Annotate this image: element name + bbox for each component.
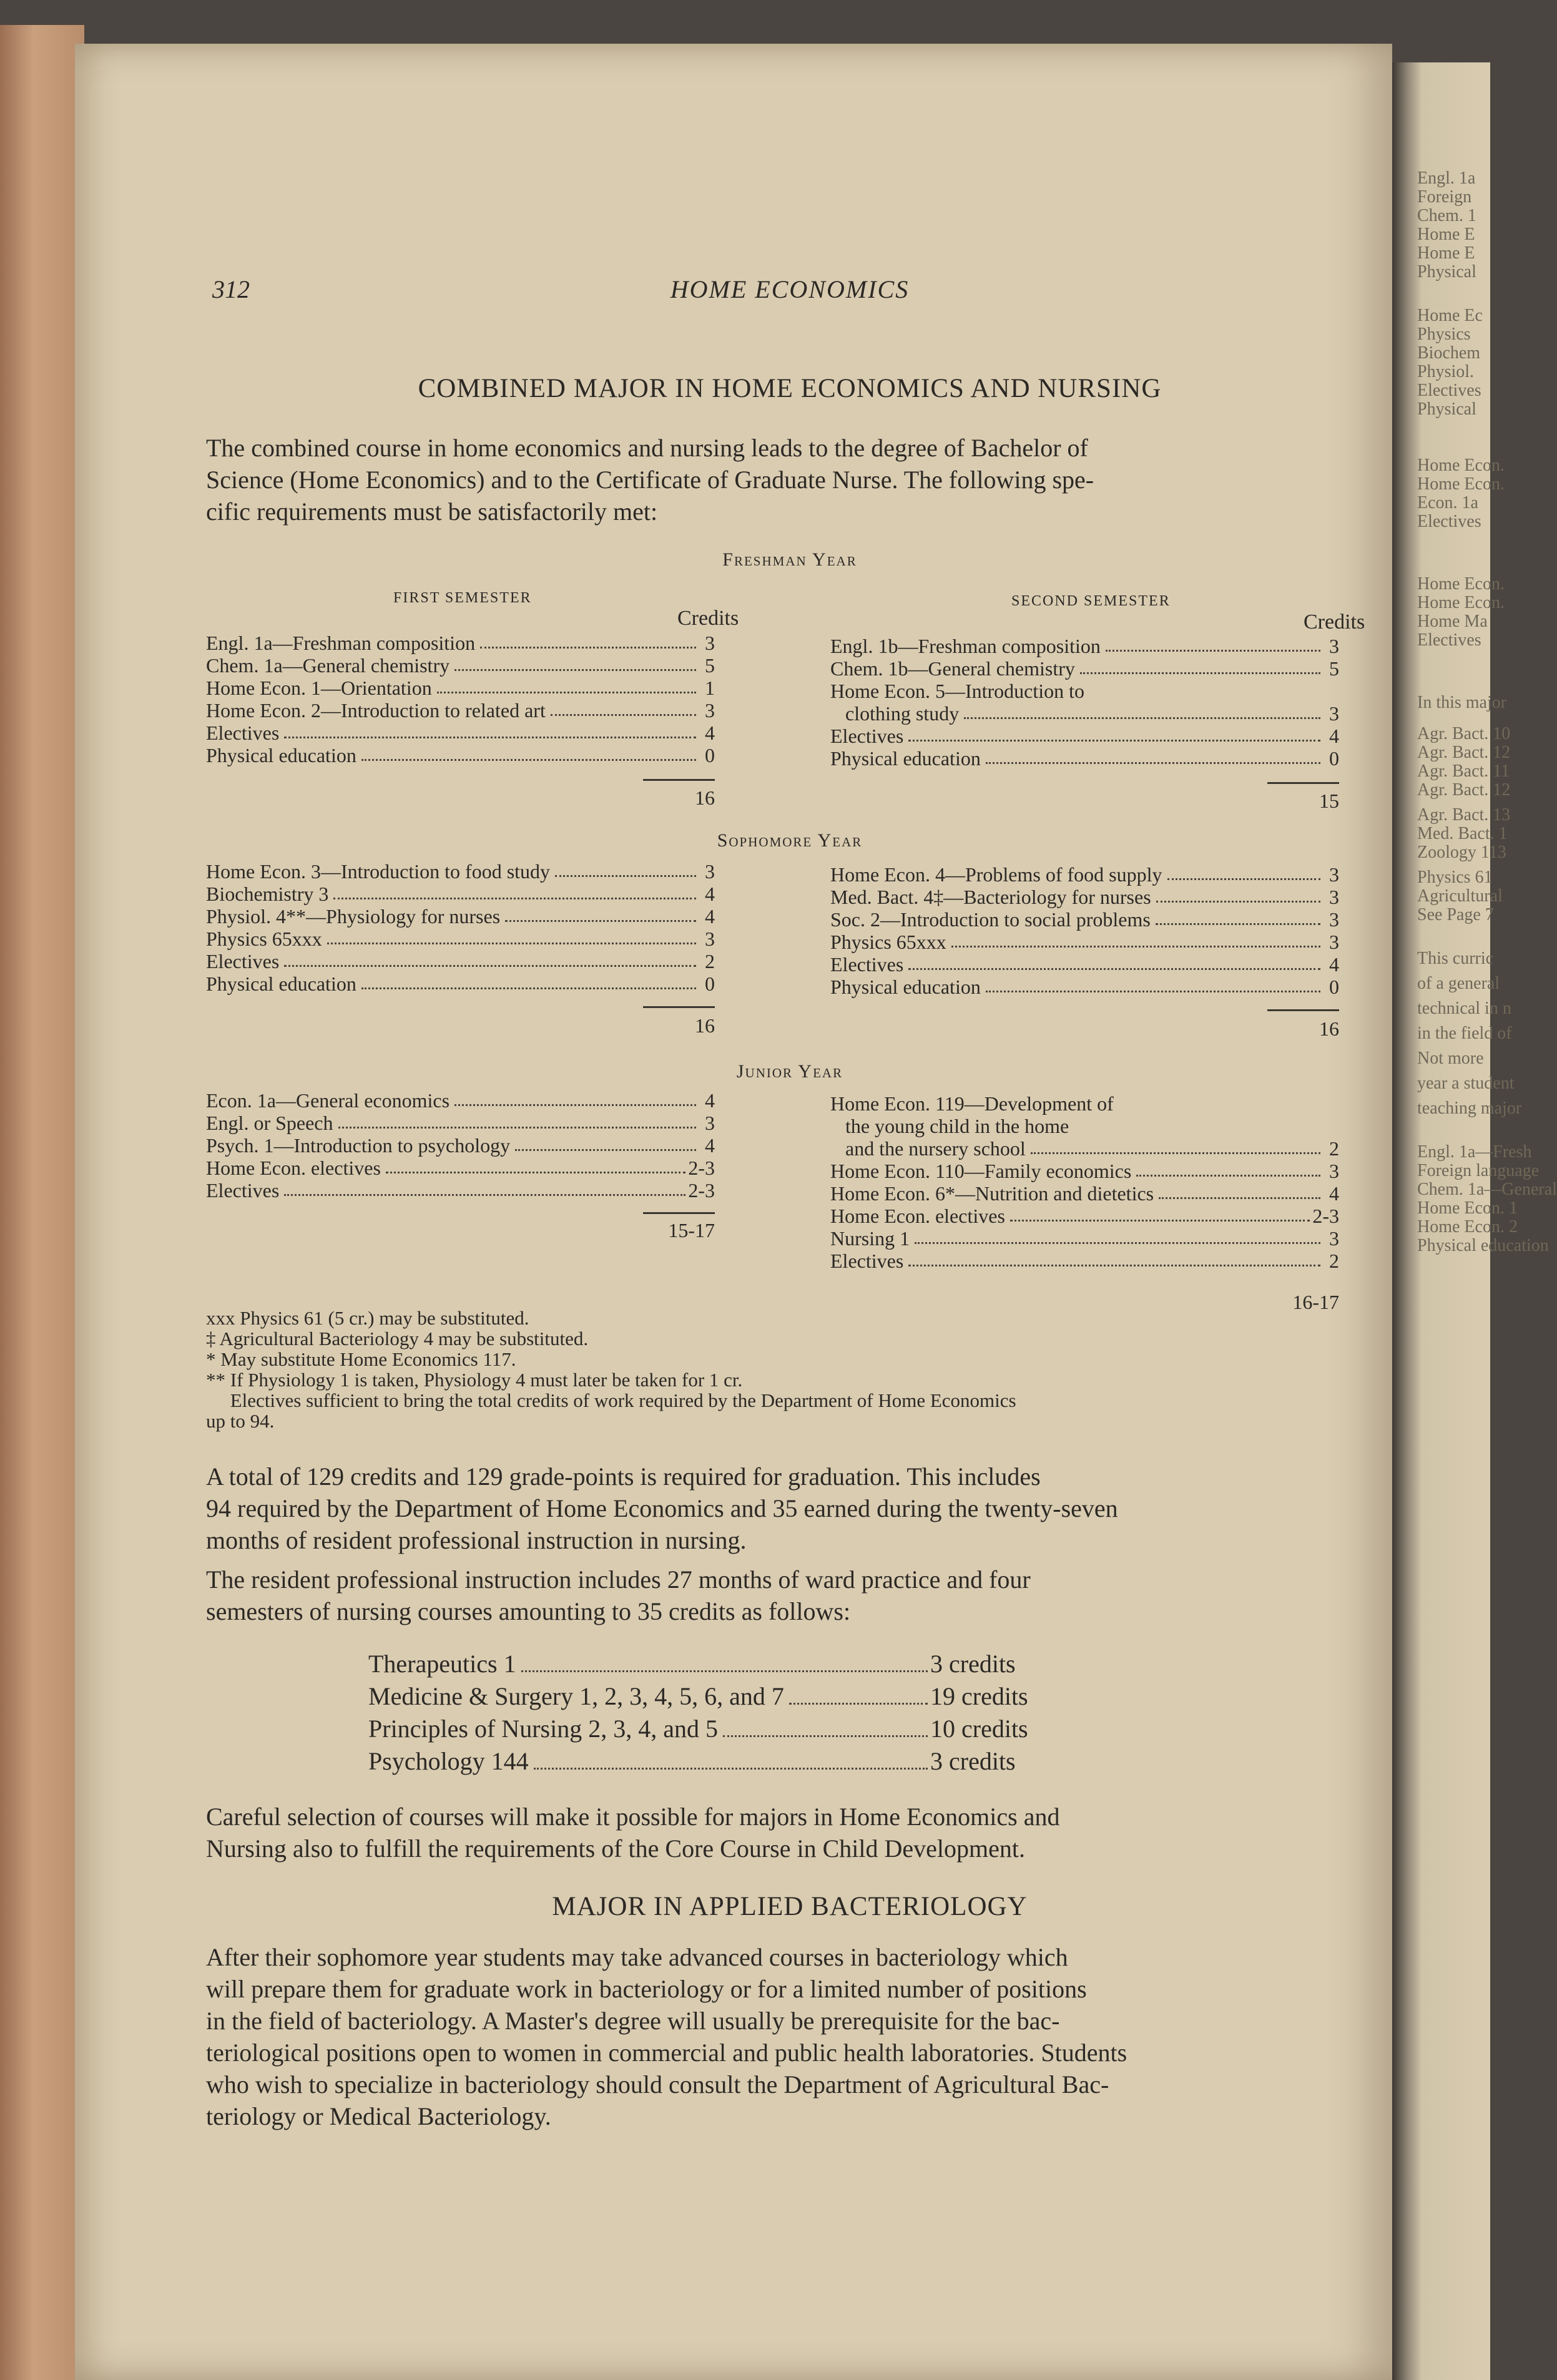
dot-leader xyxy=(361,744,696,761)
dot-leader xyxy=(1119,1092,1320,1109)
course-row xyxy=(368,1713,1049,1745)
dot-leader xyxy=(284,950,696,967)
junior-first-total: 15-17 xyxy=(668,1219,715,1241)
course-row xyxy=(206,1157,715,1179)
freshman-second-semester-list xyxy=(830,635,1339,770)
facing-page-fragment: Home Ma xyxy=(1417,612,1488,631)
course-name: Home Econ. 3—Introduction to food study xyxy=(206,860,551,883)
section-title-nursing: COMBINED MAJOR IN HOME ECONOMICS AND NURSING xyxy=(418,374,1162,403)
course-name: Home Econ. 5—Introduction to xyxy=(830,680,1085,702)
course-credits: 3 xyxy=(1329,1227,1339,1250)
dot-leader xyxy=(333,883,696,899)
course-credits: 2 xyxy=(1329,1250,1339,1272)
course-row xyxy=(830,657,1339,680)
course-name: Engl. or Speech xyxy=(206,1112,333,1134)
course-credits: 1 xyxy=(705,677,715,699)
course-name: Electives xyxy=(830,1250,904,1272)
course-name: Electives xyxy=(206,1179,280,1202)
instruction-paragraph: The resident professional instruction includes 27 months of ward practice and four semesters of nursing courses amounting to 35 credits as follows: xyxy=(206,1565,1031,1625)
book-spine-edge xyxy=(0,25,84,2380)
facing-page-fragment: Econ. 1a xyxy=(1417,493,1478,512)
course-name: Electives xyxy=(830,953,904,976)
course-row xyxy=(206,1112,715,1134)
course-credits: 3 xyxy=(1329,886,1339,908)
junior-year-heading: Junior Year xyxy=(736,1061,843,1082)
facing-page-fragment: Electives xyxy=(1417,381,1481,400)
facing-page-fragment: Agr. Bact. 10 xyxy=(1417,724,1511,743)
facing-page-fragment: Med. Bact. 1 xyxy=(1417,824,1508,843)
course-credits xyxy=(1323,1092,1339,1115)
dot-leader xyxy=(505,905,696,922)
course-credits: 3 xyxy=(1329,931,1339,953)
course-credits: 0 xyxy=(705,744,715,766)
course-name: Home Econ. 6*—Nutrition and dietetics xyxy=(830,1182,1154,1205)
course-row xyxy=(368,1680,1049,1713)
course-name: Chem. 1a—General chemistry xyxy=(206,654,450,677)
course-name: Biochemistry 3 xyxy=(206,883,329,905)
facing-page-fragment: Foreign language xyxy=(1417,1161,1540,1180)
course-name: Home Econ. 2—Introduction to related art xyxy=(206,699,546,722)
dot-leader xyxy=(1156,886,1320,903)
course-row xyxy=(830,886,1339,908)
course-credits: 10 credits xyxy=(930,1715,1028,1743)
course-credits: 3 xyxy=(1329,908,1339,931)
course-row xyxy=(830,1250,1339,1272)
core-course-paragraph: Careful selection of courses will make it possible for majors in Home Economics and Nursing also to fulfill the requirements of the Core Course in Child Development. xyxy=(206,1803,1060,1863)
course-credits: 4 xyxy=(705,1089,715,1112)
course-row xyxy=(206,677,715,699)
dot-leader xyxy=(515,1134,696,1151)
facing-page-fragment: Physics xyxy=(1417,325,1471,344)
course-row xyxy=(206,1089,715,1112)
course-credits: 2 xyxy=(1329,1137,1339,1160)
course-row xyxy=(830,1137,1339,1160)
course-row xyxy=(830,976,1339,998)
dot-leader xyxy=(1080,657,1320,674)
course-credits: 3 xyxy=(1329,1160,1339,1182)
facing-page-fragment: Physical xyxy=(1417,262,1476,282)
course-row xyxy=(206,699,715,722)
dot-leader xyxy=(789,1680,928,1705)
course-row xyxy=(206,928,715,950)
dot-leader xyxy=(480,632,696,649)
dot-leader xyxy=(361,972,696,989)
dot-leader xyxy=(521,1648,928,1672)
course-row xyxy=(830,1115,1339,1137)
course-credits: 2 xyxy=(705,950,715,972)
course-name: Electives xyxy=(830,725,904,747)
facing-page-fragment: Agricultural xyxy=(1417,886,1503,906)
freshman-year-heading: Freshman Year xyxy=(722,549,857,570)
course-credits: 5 xyxy=(1329,657,1339,680)
dot-leader xyxy=(915,1227,1320,1244)
course-credits: 2-3 xyxy=(688,1157,715,1179)
facing-page-fragment: Engl. 1a xyxy=(1417,169,1476,188)
dot-leader xyxy=(284,722,696,738)
course-row xyxy=(830,1227,1339,1250)
course-name: Psych. 1—Introduction to psychology xyxy=(206,1134,511,1157)
facing-page-fragment: technical in n xyxy=(1417,999,1511,1018)
course-name: Engl. 1b—Freshman composition xyxy=(830,635,1101,657)
course-row xyxy=(206,883,715,905)
facing-page-fragment: Agr. Bact. 13 xyxy=(1417,805,1511,825)
sophomore-first-total: 16 xyxy=(695,1014,715,1037)
sophomore-second-rule xyxy=(1267,1009,1339,1011)
dot-leader xyxy=(1156,908,1320,925)
dot-leader xyxy=(908,1250,1320,1266)
course-row xyxy=(830,1205,1339,1227)
footnote: ‡ Agricultural Bacteriology 4 may be substituted. xyxy=(206,1328,589,1349)
facing-page-fragment: Home E xyxy=(1417,243,1475,263)
junior-first-rule xyxy=(643,1212,715,1214)
dot-leader xyxy=(1074,1115,1320,1132)
bacteriology-paragraph: After their sophomore year students may take advanced courses in bacteriology which will prepare them for graduate work in bacteriology or for a limited number of positions in the field of bacteriology. A Master's degree will usually be prerequisite for the bac- teriological positions open to women in commercial and public health laboratories. Students who wish to specialize in bacteriology should consult the Department of Agricultural Bac- teriology or Medical Bacteriology. xyxy=(206,1943,1127,2130)
course-row xyxy=(206,972,715,995)
course-name: Physics 65xxx xyxy=(830,931,946,953)
junior-first-semester-list xyxy=(206,1089,715,1202)
course-row xyxy=(830,953,1339,976)
facing-page-fragment: Physical xyxy=(1417,399,1476,419)
course-row xyxy=(830,1160,1339,1182)
dot-leader xyxy=(534,1745,928,1770)
facing-page-fragment: Physiol. xyxy=(1417,362,1475,381)
facing-page-fragment: Home Econ. xyxy=(1417,574,1505,594)
dot-leader xyxy=(986,747,1320,764)
facing-page-fragment: Chem. 1 xyxy=(1417,206,1476,225)
course-row xyxy=(830,1182,1339,1205)
credits-label-second: Credits xyxy=(1304,610,1365,634)
course-name: Med. Bact. 4‡—Bacteriology for nurses xyxy=(830,886,1151,908)
course-credits: 3 credits xyxy=(930,1747,1016,1775)
facing-page-fragment: Home Econ. xyxy=(1417,456,1505,475)
course-credits: 4 xyxy=(705,722,715,744)
dot-leader xyxy=(1167,863,1321,880)
course-row xyxy=(830,680,1339,702)
course-credits: 3 xyxy=(705,928,715,950)
course-row xyxy=(206,722,715,744)
dot-leader xyxy=(1106,635,1320,652)
page-number: 312 xyxy=(212,275,250,303)
junior-second-total: 16-17 xyxy=(1292,1291,1339,1313)
sophomore-first-rule xyxy=(643,1006,715,1008)
course-row xyxy=(206,654,715,677)
course-name: Engl. 1a—Freshman composition xyxy=(206,632,476,654)
course-credits: 5 xyxy=(705,654,715,677)
freshman-first-rule xyxy=(643,779,715,781)
course-name: Electives xyxy=(206,950,280,972)
course-credits xyxy=(1323,1115,1339,1137)
course-name: Physical education xyxy=(206,744,356,766)
course-row xyxy=(368,1745,1049,1778)
dot-leader xyxy=(908,725,1320,742)
course-credits: 4 xyxy=(705,883,715,905)
facing-page-fragment: in the field of xyxy=(1417,1024,1512,1043)
footnote: * May substitute Home Economics 117. xyxy=(206,1348,516,1370)
course-row xyxy=(830,635,1339,657)
sophomore-second-semester-list xyxy=(830,863,1339,998)
course-row xyxy=(830,863,1339,886)
facing-page-fragment: Home Econ. 1 xyxy=(1417,1198,1518,1218)
dot-leader xyxy=(964,702,1320,719)
facing-page-fragment: In this major xyxy=(1417,693,1507,712)
dot-leader xyxy=(723,1713,928,1737)
facing-page-fragment: Home Econ. 2 xyxy=(1417,1217,1518,1237)
running-header xyxy=(206,275,1373,312)
course-name: Medicine & Surgery 1, 2, 3, 4, 5, 6, and 7 xyxy=(368,1682,784,1710)
dot-leader xyxy=(1159,1182,1320,1199)
running-title: HOME ECONOMICS xyxy=(670,275,910,303)
facing-page-fragment: Agr. Bact. 12 xyxy=(1417,780,1511,800)
course-name: Home Econ. electives xyxy=(830,1205,1005,1227)
course-name: Electives xyxy=(206,722,280,744)
course-name: Principles of Nursing 2, 3, 4, and 5 xyxy=(368,1715,718,1743)
dot-leader xyxy=(454,1089,696,1106)
course-row xyxy=(206,950,715,972)
freshman-second-total: 15 xyxy=(1319,790,1339,812)
course-name: Home Econ. electives xyxy=(206,1157,381,1179)
junior-second-semester-list xyxy=(830,1092,1339,1272)
dot-leader xyxy=(284,1179,685,1196)
dot-leader xyxy=(551,699,696,716)
course-credits xyxy=(1323,680,1339,702)
graduation-paragraph: A total of 129 credits and 129 grade-points is required for graduation. This includes 94 required by the Department of Home Economics and 35 earned during the twenty-seven months of resident professional instruction in nursing. xyxy=(206,1462,1118,1554)
course-credits: 3 credits xyxy=(930,1650,1016,1678)
course-credits: 3 xyxy=(705,860,715,883)
facing-page-fragment: of a general xyxy=(1417,974,1500,993)
course-row xyxy=(368,1648,1049,1680)
footnote: xxx Physics 61 (5 cr.) may be substituted. xyxy=(206,1307,529,1329)
facing-page-fragment: Zoology 113 xyxy=(1417,843,1506,862)
credits-label-first: Credits xyxy=(677,607,739,630)
facing-page-fragment: Home E xyxy=(1417,225,1475,244)
course-credits: 19 credits xyxy=(930,1682,1028,1710)
facing-page-fragment: Biochem xyxy=(1417,343,1481,363)
course-credits: 2-3 xyxy=(1312,1205,1339,1227)
course-name: Home Econ. 4—Problems of food supply xyxy=(830,863,1162,886)
footnotes xyxy=(206,1308,1373,1431)
course-name: Econ. 1a—General economics xyxy=(206,1089,450,1112)
facing-page-fragment: This curric xyxy=(1417,949,1494,968)
course-name: Psychology 144 xyxy=(368,1747,529,1775)
footnote: Electives sufficient to bring the total credits of work required by the Department of Home Economics xyxy=(206,1389,1016,1411)
facing-page-fragment: Foreign xyxy=(1417,187,1472,207)
second-semester-heading: SECOND SEMESTER xyxy=(1011,593,1171,609)
sophomore-second-total: 16 xyxy=(1319,1017,1339,1040)
facing-page-fragment: Physical education xyxy=(1417,1236,1549,1255)
course-row xyxy=(830,1092,1339,1115)
course-name: Nursing 1 xyxy=(830,1227,910,1250)
facing-page-fragment: Home Ec xyxy=(1417,306,1483,325)
facing-page-fragment: Engl. 1a—Fresh xyxy=(1417,1142,1532,1162)
facing-page-fragment: Chem. 1a—General xyxy=(1417,1180,1557,1199)
course-credits: 4 xyxy=(705,905,715,928)
facing-page-fragment: year a student xyxy=(1417,1074,1515,1093)
course-row xyxy=(830,747,1339,770)
intro-paragraph: The combined course in home economics and nursing leads to the degree of Bachelor of Science (Home Economics) and to the Certificate of Graduate Nurse. The following spe- cific requirements must be satisfactorily met: xyxy=(206,434,1094,526)
course-credits: 2-3 xyxy=(688,1179,715,1202)
freshman-first-semester-list xyxy=(206,632,715,766)
course-credits: 0 xyxy=(705,972,715,995)
course-row xyxy=(830,931,1339,953)
course-name: Home Econ. 1—Orientation xyxy=(206,677,432,699)
course-name: the young child in the home xyxy=(830,1115,1069,1137)
course-row xyxy=(206,744,715,766)
facing-page-fragment: Physics 61 xyxy=(1417,868,1493,887)
course-credits: 3 xyxy=(705,632,715,654)
dot-leader xyxy=(437,677,696,693)
course-credits: 4 xyxy=(1329,953,1339,976)
facing-page-fragment: See Page 7 xyxy=(1417,905,1494,924)
first-semester-heading: FIRST SEMESTER xyxy=(393,590,532,606)
course-row xyxy=(830,908,1339,931)
sophomore-first-semester-list xyxy=(206,860,715,995)
facing-page-fragment: Agr. Bact. 12 xyxy=(1417,743,1511,762)
course-row xyxy=(206,1134,715,1157)
dot-leader xyxy=(555,860,696,877)
dot-leader xyxy=(1089,680,1320,697)
course-credits: 3 xyxy=(705,1112,715,1134)
dot-leader xyxy=(951,931,1320,948)
course-name: and the nursery school xyxy=(830,1137,1026,1160)
freshman-second-rule xyxy=(1267,782,1339,784)
course-row xyxy=(206,632,715,654)
section-title-bacteriology: MAJOR IN APPLIED BACTERIOLOGY xyxy=(552,1892,1028,1921)
footnote: up to 94. xyxy=(206,1410,275,1432)
course-row xyxy=(206,905,715,928)
sophomore-year-heading: Sophomore Year xyxy=(717,830,863,851)
facing-page-edge xyxy=(1392,62,1557,2380)
facing-page-fragment: Agr. Bact. 11 xyxy=(1417,762,1510,781)
course-credits: 4 xyxy=(1329,725,1339,747)
course-credits: 0 xyxy=(1329,747,1339,770)
footnote: ** If Physiology 1 is taken, Physiology 4 must later be taken for 1 cr. xyxy=(206,1369,743,1391)
course-row xyxy=(206,1179,715,1202)
course-credits: 3 xyxy=(705,699,715,722)
dot-leader xyxy=(1136,1160,1320,1177)
course-credits: 3 xyxy=(1329,635,1339,657)
course-name: Therapeutics 1 xyxy=(368,1650,516,1678)
course-row xyxy=(830,702,1339,725)
course-credits: 4 xyxy=(1329,1182,1339,1205)
dot-leader xyxy=(454,654,696,671)
course-row xyxy=(206,860,715,883)
dot-leader xyxy=(986,976,1320,992)
course-name: Home Econ. 110—Family economics xyxy=(830,1160,1132,1182)
course-name: clothing study xyxy=(830,702,960,725)
course-name: Physical education xyxy=(830,747,981,770)
course-name: Chem. 1b—General chemistry xyxy=(830,657,1075,680)
course-credits: 0 xyxy=(1329,976,1339,998)
course-name: Soc. 2—Introduction to social problems xyxy=(830,908,1151,931)
course-name: Physics 65xxx xyxy=(206,928,322,950)
course-name: Home Econ. 119—Development of xyxy=(830,1092,1114,1115)
nursing-credits-list xyxy=(368,1648,1049,1778)
course-name: Physical education xyxy=(830,976,981,998)
facing-page-fragment: Electives xyxy=(1417,512,1481,531)
course-credits: 3 xyxy=(1329,863,1339,886)
course-credits: 3 xyxy=(1329,702,1339,725)
facing-page-fragment: teaching major xyxy=(1417,1099,1522,1118)
course-name: Physiol. 4**—Physiology for nurses xyxy=(206,905,501,928)
course-name: Physical education xyxy=(206,972,356,995)
freshman-first-total: 16 xyxy=(695,786,715,809)
course-row xyxy=(830,725,1339,747)
dot-leader xyxy=(338,1112,697,1129)
facing-page-fragment: Not more xyxy=(1417,1049,1484,1068)
facing-page-fragment: Electives xyxy=(1417,630,1481,650)
course-credits: 4 xyxy=(705,1134,715,1157)
dot-leader xyxy=(1031,1137,1320,1154)
facing-page-fragment: Home Econ. xyxy=(1417,593,1505,612)
dot-leader xyxy=(908,953,1320,970)
dot-leader xyxy=(1010,1205,1310,1222)
facing-page-fragment: Home Econ. xyxy=(1417,474,1505,494)
dot-leader xyxy=(327,928,696,944)
dot-leader xyxy=(386,1157,685,1173)
